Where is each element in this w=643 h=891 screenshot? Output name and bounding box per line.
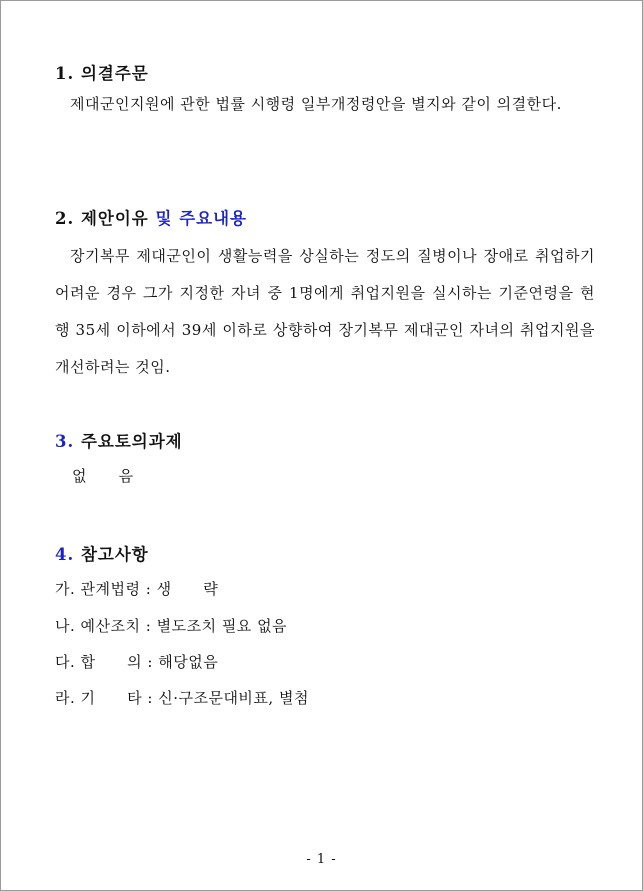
section-3-number: 3.: [55, 432, 75, 451]
reference-value: 신·구조문대비표, 별첨: [158, 689, 309, 707]
reference-value: 별도조치 필요 없음: [156, 617, 288, 635]
section-4-heading: [55, 541, 149, 565]
reference-label: 가. 관계법령: [55, 580, 141, 598]
section-4-title: 참고사항: [80, 545, 149, 564]
section-2-number: 2.: [55, 209, 75, 228]
reference-separator: :: [142, 689, 159, 707]
reference-value: 생 략: [156, 580, 219, 598]
section-4-number: 4.: [55, 545, 75, 564]
reference-separator: :: [142, 653, 159, 671]
reference-item: [55, 651, 218, 672]
section-2-title: 제안이유: [80, 209, 149, 228]
section-3-heading: [55, 428, 183, 452]
section-3-title: 주요토의과제: [80, 432, 183, 451]
reference-label: 라. 기 타: [55, 689, 143, 707]
section-2-title-highlight: 주요내용: [179, 209, 247, 228]
reference-value: 해당없음: [158, 653, 219, 671]
reference-item: [55, 687, 309, 708]
section-1-body: 제대군인지원에 관한 법률 시행령 일부개정령안을 별지와 같이 의결한다.: [70, 95, 562, 113]
section-3-body: 없 음: [72, 467, 134, 485]
reference-item: [55, 615, 287, 636]
section-1-title: 의결주문: [80, 64, 149, 83]
section-2-connector: 및: [155, 209, 173, 228]
reference-label: 나. 예산조치: [55, 617, 141, 635]
reference-separator: :: [140, 580, 157, 598]
reference-separator: :: [140, 617, 157, 635]
section-2-body: 장기복무 제대군인이 생활능력을 상실하는 정도의 질병이나 장애로 취업하기 어려운 경우 그가 지정한 자녀 중 1명에게 취업지원을 실시하는 기준연령을 현행 35세 이하에서 39세 이하로 상향하여 장기복무 제대군인 자녀의 취업지원을 개선하려는 것임.: [55, 247, 595, 376]
section-2-heading: [55, 205, 247, 229]
page-number: - 1 -: [306, 852, 337, 867]
section-1-heading: [55, 60, 149, 84]
section-1-number: 1.: [55, 64, 75, 83]
reference-label: 다. 합 의: [55, 653, 143, 671]
reference-item: [55, 578, 218, 599]
